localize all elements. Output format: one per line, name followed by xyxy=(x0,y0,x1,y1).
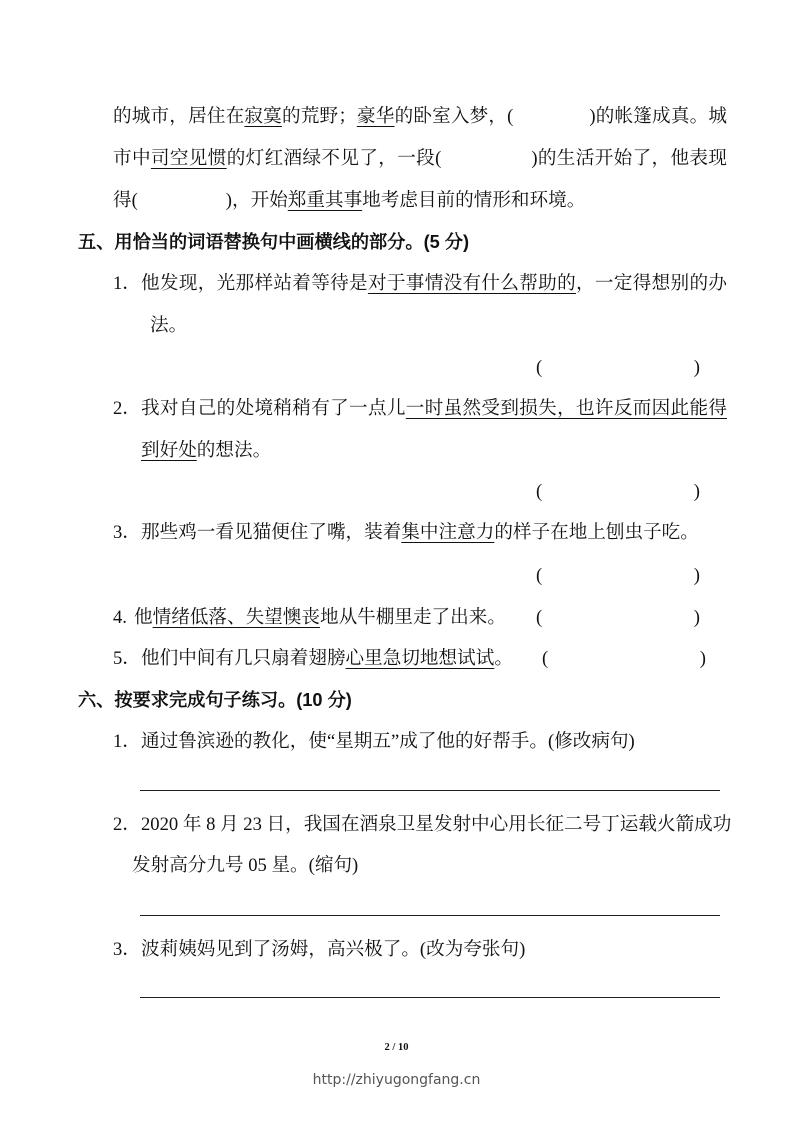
close-paren: ) xyxy=(693,481,700,502)
watermark-url: http://zhiyugongfang.cn xyxy=(312,1072,481,1088)
passage-line-2 xyxy=(113,146,727,172)
close-paren: ) xyxy=(693,565,700,586)
underlined-phrase: 情绪低落、失望懊丧 xyxy=(152,607,320,628)
question-text: 地从牛棚里走了出来。 xyxy=(319,607,506,628)
task-instruction: (修改病句) xyxy=(547,731,635,752)
question-number: 4. xyxy=(113,607,127,628)
section-6-heading: 六、按要求完成句子练习。(10 分) xyxy=(78,690,352,710)
question-6-2-line-1: 2020 年 8 月 23 日，我国在酒泉卫星发射中心用长征二号丁运载火箭成功 xyxy=(141,814,732,835)
open-paren: ( xyxy=(536,481,543,502)
fill-in-blank xyxy=(138,205,226,206)
question-number: 3． xyxy=(113,522,141,543)
question-text: 的样子在地上刨虫子吃。 xyxy=(494,522,699,543)
question-number: 5． xyxy=(113,648,141,669)
open-paren: ( xyxy=(536,357,543,378)
question-5-4-line xyxy=(134,605,506,631)
question-text: 波莉姨妈见到了汤姆，高兴极了。 xyxy=(141,939,420,960)
question-5-3-line xyxy=(141,520,699,546)
underlined-phrase: 心里急切地想试试 xyxy=(345,648,495,669)
answer-parentheses xyxy=(536,479,700,505)
question-text: 他们中间有几只扇着翅膀 xyxy=(141,648,346,669)
question-6-1-line xyxy=(141,729,635,755)
underlined-word: 寂寞 xyxy=(244,106,282,127)
passage-line-1 xyxy=(113,104,727,130)
question-number: 2． xyxy=(113,814,141,835)
passage-text: 的城市，居住在 xyxy=(113,106,245,127)
answer-parentheses xyxy=(536,355,700,381)
passage-text: )的帐篷成真。城 xyxy=(589,106,727,127)
underlined-phrase: 到好处 xyxy=(141,440,197,461)
answer-line xyxy=(140,915,720,916)
question-6-2-line-2 xyxy=(132,853,358,879)
task-instruction: (改为夸张句) xyxy=(419,939,526,960)
question-text: 他发现，光那样站着等待是 xyxy=(141,273,368,294)
passage-text: 的灯红酒绿不见了，一段( xyxy=(226,148,442,169)
open-paren: ( xyxy=(536,565,543,586)
question-text: 发射高分九号 05 星。 xyxy=(132,855,309,876)
passage-text: 地考虑目前的情形和环境。 xyxy=(362,190,586,211)
question-text: 。 xyxy=(494,648,513,669)
open-paren: ( xyxy=(542,648,549,669)
question-number: 2． xyxy=(113,398,141,419)
passage-text: 的卧室入梦，( xyxy=(394,106,514,127)
fill-in-blank xyxy=(513,121,589,122)
open-paren: ( xyxy=(536,607,543,628)
question-text: 的想法。 xyxy=(196,440,272,461)
question-5-1-line-1 xyxy=(141,271,727,297)
underlined-word: 豪华 xyxy=(356,106,395,127)
question-text: 那些鸡一看见猫便住了嘴，装着 xyxy=(141,522,402,543)
passage-text: 市中 xyxy=(113,148,151,169)
section-5-heading: 五、用恰当的词语替换句中画横线的部分。(5 分) xyxy=(78,232,470,252)
passage-text: 得( xyxy=(113,190,138,211)
underlined-phrase: 对于事情没有什么帮助的 xyxy=(367,273,576,294)
answer-line xyxy=(140,790,720,791)
close-paren: ) xyxy=(693,357,700,378)
passage-line-3 xyxy=(113,188,585,214)
answer-parentheses xyxy=(542,646,706,672)
question-5-2-line-1 xyxy=(141,396,727,422)
question-5-1-line-2: 法。 xyxy=(150,315,188,336)
question-number: 1． xyxy=(113,273,141,294)
task-instruction: (缩句) xyxy=(308,855,359,876)
question-number: 3． xyxy=(113,939,141,960)
answer-parentheses xyxy=(536,563,700,589)
question-text: 我对自己的处境稍稍有了一点儿 xyxy=(141,398,406,419)
underlined-phrase: 一时虽然受到损失，也许反而因此能得 xyxy=(405,398,727,419)
page-number: 2 / 10 xyxy=(384,1042,409,1053)
close-paren: ) xyxy=(699,648,706,669)
question-5-2-line-2 xyxy=(141,438,271,464)
question-5-5-line xyxy=(141,646,513,672)
question-number: 1． xyxy=(113,731,141,752)
passage-text: )的生活开始了，他表现 xyxy=(531,148,727,169)
question-text: 通过鲁滨逊的教化，使“星期五”成了他的好帮手。 xyxy=(141,731,548,752)
passage-text: )，开始 xyxy=(225,190,288,211)
answer-line xyxy=(140,997,720,998)
underlined-word: 司空见惯 xyxy=(150,148,227,169)
underlined-word: 郑重其事 xyxy=(287,190,363,211)
close-paren: ) xyxy=(693,607,700,628)
passage-text: 的荒野； xyxy=(281,106,357,127)
fill-in-blank xyxy=(441,163,531,164)
answer-parentheses xyxy=(536,605,700,631)
question-text: ，一定得想别的办 xyxy=(576,273,727,294)
underlined-phrase: 集中注意力 xyxy=(401,522,495,543)
question-text: 他 xyxy=(134,607,153,628)
question-6-3-line xyxy=(141,937,525,963)
